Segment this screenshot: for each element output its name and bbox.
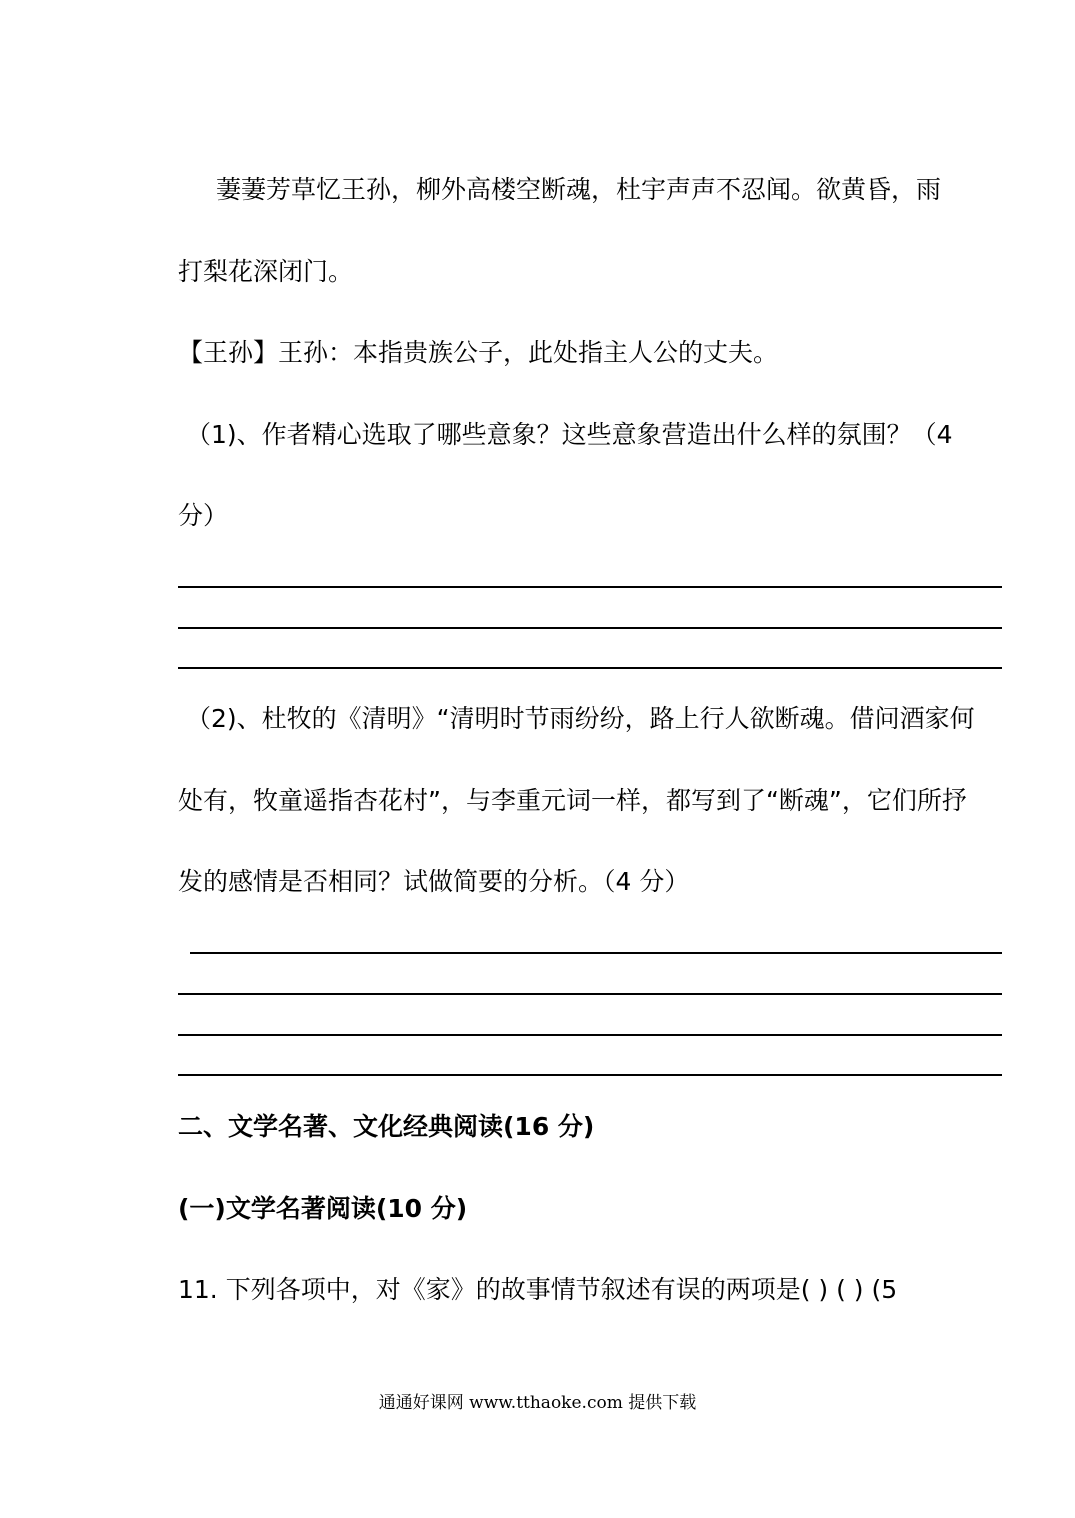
section-title: 二、文学名著、文化经典阅读(16 分) [178, 1112, 595, 1141]
question-11: 11. 下列各项中，对《家》的故事情节叙述有误的两项是( ) ( ) (5 [178, 1275, 898, 1304]
page-footer: 通通好课网 www.tthaoke.com 提供下载 [378, 1393, 697, 1413]
annotation-note: 【王孙】王孙：本指贵族公子，此处指主人公的丈夫。 [178, 338, 779, 367]
question-2-line-1: （2)、杜牧的《清明》“清明时节雨纷纷，路上行人欲断魂。借问酒家何 [186, 704, 975, 733]
answer-line [178, 586, 1002, 588]
poem-line-1: 萋萋芳草忆王孙，柳外高楼空断魂，杜宇声声不忍闻。欲黄昏，雨 [216, 175, 942, 204]
section-subtitle: (一)文学名著阅读(10 分) [178, 1194, 468, 1223]
question-1-line-2: 分） [178, 501, 229, 530]
answer-line [190, 952, 1002, 954]
question-2-line-2: 处有，牧童遥指杏花村”，与李重元词一样，都写到了“断魂”，它们所抒 [178, 786, 967, 815]
poem-line-2: 打梨花深闭门。 [178, 257, 354, 286]
question-2-line-3: 发的感情是否相同？试做简要的分析。（4 分） [178, 867, 690, 896]
answer-line [178, 627, 1002, 629]
answer-line [178, 1034, 1002, 1036]
answer-line [178, 667, 1002, 669]
question-1-line-1: （1)、作者精心选取了哪些意象？这些意象营造出什么样的氛围？（4 [186, 420, 953, 449]
answer-line [178, 1074, 1002, 1076]
answer-line [178, 993, 1002, 995]
